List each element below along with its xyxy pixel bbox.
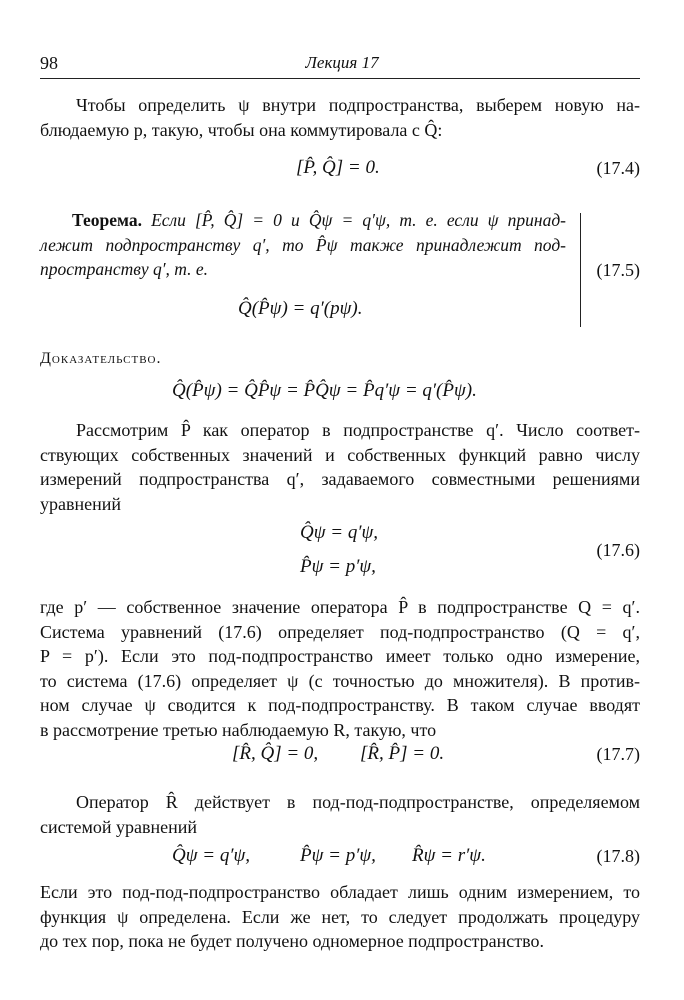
paragraph-line: Оператор R̂ действует в под-под-подпространстве, определяемом <box>76 792 640 812</box>
paragraph-2 <box>40 418 640 516</box>
proof-label: Доказательство. <box>40 350 162 367</box>
paragraph-1 <box>40 93 640 142</box>
equation-17-6-line-1: Q̂ψ = q′ψ, <box>300 522 379 543</box>
paragraph-line: блюдаемую p, такую, чтобы она коммутировала с Q̂: <box>40 119 443 140</box>
paragraph-line: где p′ — собственное значение оператора P̂ в подпространстве Q = q′. <box>40 597 640 617</box>
paragraph-line: до тех пор, пока не будет получено одномерное подпространство. <box>40 931 544 951</box>
paragraph-line: в рассмотрение третью наблюдаемую R, такую, что <box>40 719 437 740</box>
equation-17-7-part-1: [R̂, Q̂] = 0, <box>232 743 319 764</box>
equation-17-8-part-1: Q̂ψ = q′ψ, <box>172 845 251 866</box>
paragraph-line: системой уравнений <box>40 816 197 837</box>
paragraph-line: Чтобы определить ψ внутри подпространства, выберем новую на- <box>76 95 640 115</box>
theorem-line <box>40 208 566 233</box>
equation-17-8-part-3: R̂ψ = r′ψ. <box>412 845 486 866</box>
theorem-text: Если [P̂, Q̂] = 0 и Q̂ψ = q′ψ, т. е. если ψ принад- <box>151 210 567 230</box>
paragraph-line: P = p′). Если это под-подпространство имеет только одно измерение, <box>40 646 640 666</box>
equation-17-7-part-2: [R̂, P̂] = 0. <box>360 743 445 764</box>
paragraph-line: Система уравнений (17.6) определяет под-подпространство (Q = q′, <box>40 621 640 642</box>
running-header-title: Лекция 17 <box>305 53 379 72</box>
equation-17-6-line-2: P̂ψ = p′ψ, <box>300 556 376 577</box>
paragraph-line: функция ψ определена. Если же нет, то следует продолжать процедуру <box>40 906 640 927</box>
theorem-margin-bar <box>580 213 581 327</box>
theorem-block <box>40 208 566 282</box>
paragraph-line: Если это под-под-подпространство обладает лишь одним измерением, то <box>40 882 640 902</box>
equation-number-17-7: (17.7) <box>596 744 640 764</box>
equation-number-17-5: (17.5) <box>596 260 640 280</box>
paragraph-line: Рассмотрим P̂ как оператор в подпространстве q′. Число соответ- <box>76 420 640 440</box>
equation-17-8-part-2: P̂ψ = p′ψ, <box>300 845 376 866</box>
paragraph-line: ном случае ψ сводится к под-подпространству. В таком случае вводят <box>40 695 640 715</box>
paragraph-line: измерений подпространства q′, задаваемого совместными решениями <box>40 469 640 489</box>
equation-number-17-8: (17.8) <box>596 846 640 866</box>
paragraph-3 <box>40 595 640 742</box>
paragraph-line: уравнений <box>40 493 122 514</box>
paragraph-4 <box>40 790 640 839</box>
paragraph-5 <box>40 880 640 954</box>
equation-number-17-6: (17.6) <box>596 540 640 560</box>
header-rule <box>40 78 640 79</box>
equation-number-17-4: (17.4) <box>596 158 640 178</box>
theorem-line: пространству q′, т. е. <box>40 259 209 279</box>
theorem-label: Теорема. <box>72 210 142 230</box>
equation-17-5: Q̂(P̂ψ) = q′(pψ). <box>238 298 363 319</box>
paragraph-line: то система (17.6) определяет ψ (с точностью до множителя). В против- <box>40 670 640 691</box>
page-number: 98 <box>40 53 58 73</box>
proof-equation: Q̂(P̂ψ) = Q̂P̂ψ = P̂Q̂ψ = P̂q′ψ = q′(P̂ψ). <box>172 380 477 401</box>
paragraph-line: ствующих собственных значений и собственных функций равно числу <box>40 444 640 465</box>
equation-17-4: [P̂, Q̂] = 0. <box>296 157 380 178</box>
theorem-line: лежит подпространству q′, то P̂ψ также принадлежит под- <box>40 234 566 255</box>
